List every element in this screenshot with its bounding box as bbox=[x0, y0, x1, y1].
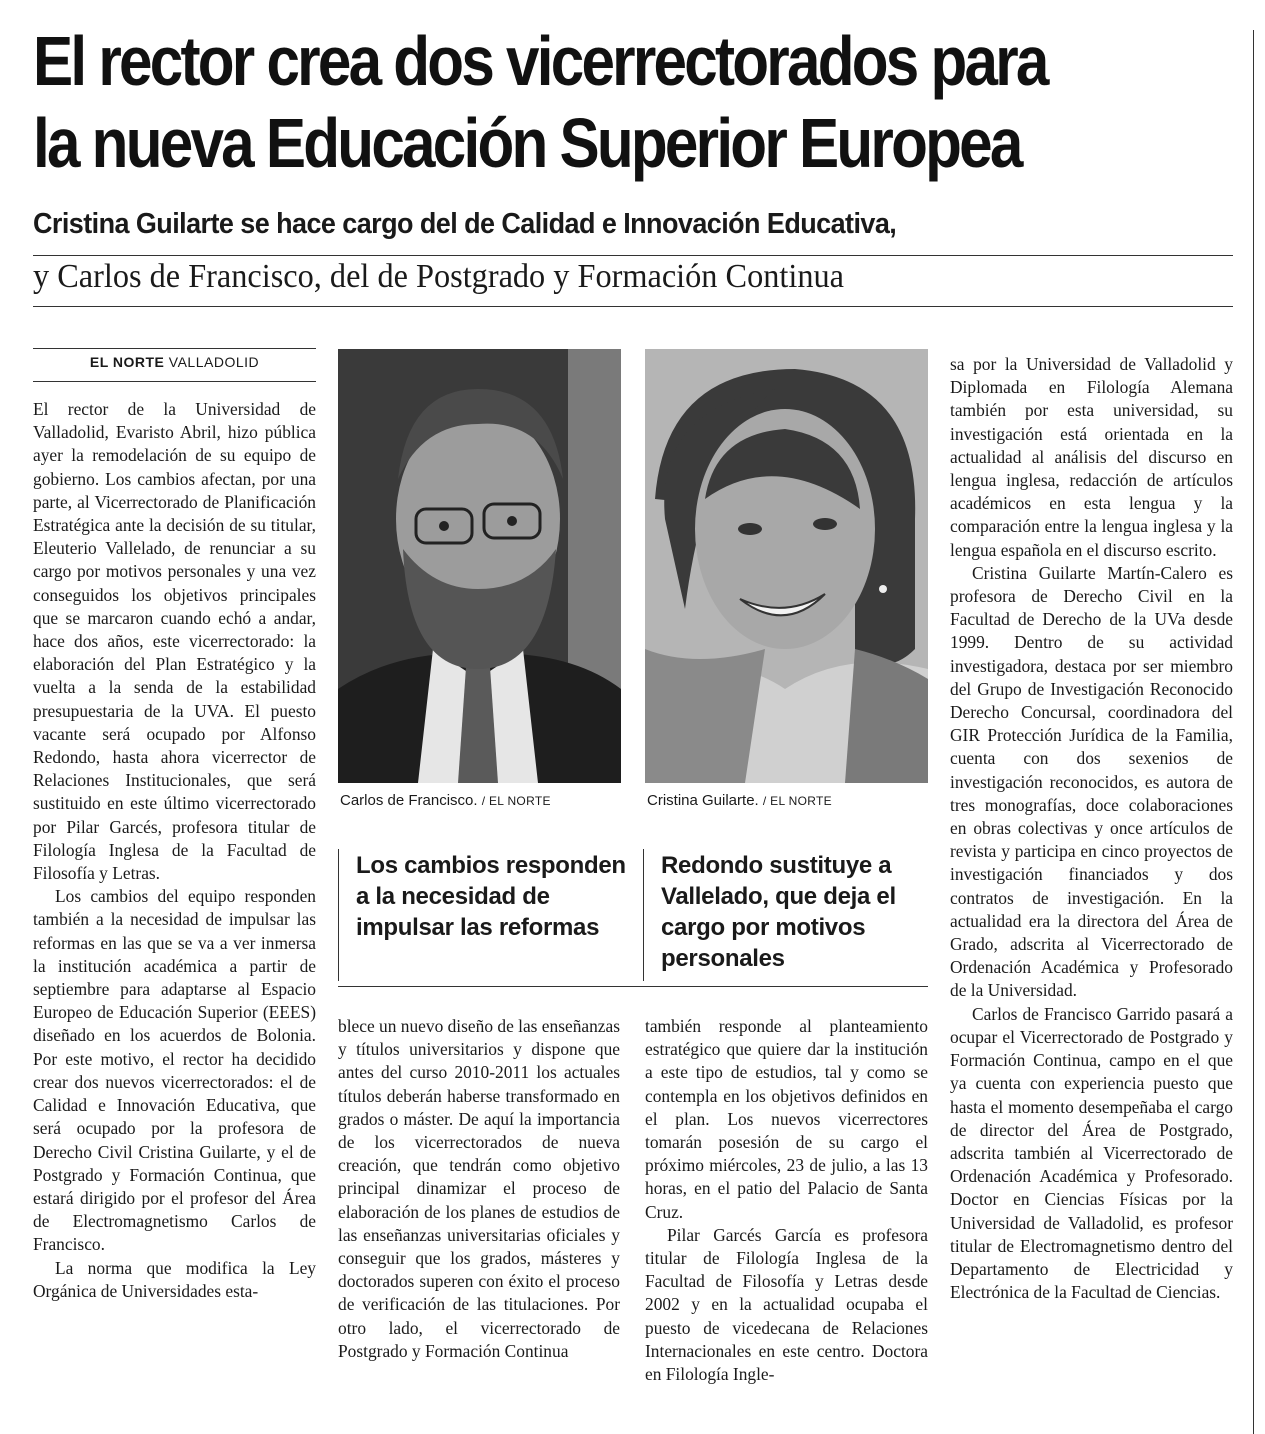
pullquote-rule-middle bbox=[643, 849, 644, 981]
paragraph: también responde al planteamiento estratégico que quiere dar la institución a este tipo de estudios, tal y como se contempla en los objetivos definidos en el plan. Los nuevos vicerrectores tomarán posesión de su cargo el próximo miércoles, 23 de julio, a las 13 horas, en el patio del Palacio de Santa Cruz. bbox=[645, 1016, 928, 1222]
paragraph: El rector de la Universidad de Valladolid, Evaristo Abril, hizo pública ayer la remodelación de su equipo de gobierno. Los cambios afectan, por una parte, al Vicerrectorado de Planificación Estratégica ante la decisión de su titular, Eleuterio Vallelado, de renunciar a su cargo por motivos personales y una vez conseguidos los objetivos principales que se marcaron cuando echó a andar, hace dos años, este vicerrectorado: la elaboración del Plan Estratégico y la vuelta a la senda de la estabilidad presupuestaria de la UVA. El puesto vacante será ocupado por Alfonso Redondo, hasta ahora vicerrector de Relaciones Institucionales, que será sustituido en este último vicerrectorado por Pilar Garcés, profesora titular de Filología Inglesa de la Facultad de Filosofía y Letras. bbox=[33, 399, 316, 884]
portrait-woman-photo bbox=[645, 349, 928, 783]
byline-rule-bottom bbox=[33, 381, 316, 382]
subheadline-line-2: y Carlos de Francisco, del de Postgrado y Formación Continua bbox=[33, 258, 844, 295]
photo-credit: / EL NORTE bbox=[481, 794, 551, 808]
headline bbox=[33, 20, 1065, 184]
portrait-woman-illustration bbox=[645, 349, 928, 783]
photo-caption-1 bbox=[340, 792, 551, 809]
page-edge-rule bbox=[1253, 30, 1254, 1434]
pullquote-rule-left bbox=[338, 849, 339, 981]
caption-text: Carlos de Francisco. bbox=[340, 792, 478, 809]
paragraph: La norma que modifica la Ley Orgánica de Universidades esta- bbox=[33, 1257, 316, 1301]
caption-text: Cristina Guilarte. bbox=[647, 792, 759, 809]
divider bbox=[33, 306, 1233, 307]
article-column-1 bbox=[33, 398, 316, 1303]
paragraph: Carlos de Francisco Garrido pasará a ocupar el Vicerrectorado de Postgrado y Formación Continua, campo en el que ya cuenta con experiencia puesto que hasta el momento desempeñaba el cargo de director del Área de Postgrado, adscrita también al Vicerrectorado de Ordenación Académica y Profesorado. Doctor en Ciencias Físicas por la Universidad de Valladolid, es profesor titular de Electromagnetismo dentro del Departamento de Electricidad y Electrónica de la Facultad de Ciencias. bbox=[950, 1003, 1233, 1303]
headline-line-1: El rector crea dos vicerrectorados para bbox=[33, 22, 1047, 100]
divider bbox=[33, 255, 1233, 256]
byline-rule-top bbox=[33, 348, 316, 349]
byline-city: VALLADOLID bbox=[168, 354, 260, 370]
article-column-2 bbox=[338, 1015, 620, 1363]
article-column-3 bbox=[645, 1015, 928, 1386]
paragraph: Los cambios del equipo responden también a la necesidad de impulsar las reformas en las que se va a ver inmersa la institución académica a partir de septiembre para adaptarse al Espacio Europeo de Educación Superior (EEES) diseñado en los acuerdos de Bolonia. Por este motivo, el rector ha decidido crear dos nuevos vicerrectorados: el de Calidad e Innovación Educativa, que será ocupado por la profesora de Derecho Civil Cristina Guilarte, y el de Postgrado y Formación Continua, que estará dirigido por el profesor del Área de Electromagnetismo Carlos de Francisco. bbox=[33, 886, 316, 1255]
byline-outlet: EL NORTE bbox=[89, 354, 165, 370]
photo-credit: / EL NORTE bbox=[762, 794, 832, 808]
portrait-man-photo bbox=[338, 349, 621, 783]
headline-line-2: la nueva Educación Superior Europea bbox=[33, 104, 1021, 182]
pullquote-rule-bottom bbox=[338, 986, 928, 987]
article-column-4 bbox=[950, 353, 1233, 1304]
portrait-man-illustration bbox=[338, 349, 621, 783]
subheadline-line-1: Cristina Guilarte se hace cargo del de Calidad e Innovación Educativa, bbox=[33, 208, 897, 240]
paragraph: blece un nuevo diseño de las enseñanzas y títulos universitarios y dispone que antes del curso 2010-2011 los actuales títulos deberán haberse transformado en grados o máster. De aquí la importancia de los vicerrectorados de nueva creación, que tendrán como objetivo principal dinamizar el proceso de elaboración de los planes de estudios de las enseñanzas universitarias oficiales y conseguir que los grados, másteres y doctorados superen con éxito el proceso de verificación de las titulaciones. Por otro lado, el vicerrectorado de Postgrado y Formación Continua bbox=[338, 1016, 621, 1361]
paragraph: Cristina Guilarte Martín-Calero es profesora de Derecho Civil en la Facultad de Derecho de la UVa desde 1999. Dentro de su actividad investigadora, destaca por ser miembro del Grupo de Investigación Reconocido Derecho Concursal, coordinadora del GIR Protección Jurídica de la Familia, cuenta con dos sexenios de investigación reconocidos, es autora de tres monografías, doce colaboraciones en obras colectivas y once artículos de revista y participa en cinco proyectos de investigación financiados y dos contratos de investigación. En la actualidad era la directora del Área de Grado, adscrita al Vicerrectorado de Ordenación Académica y Profesorado de la Universidad. bbox=[950, 562, 1233, 1001]
byline bbox=[33, 354, 316, 370]
paragraph: sa por la Universidad de Valladolid y Diplomada en Filología Alemana también por esta universidad, su investigación está orientada en la actualidad al análisis del discurso en lengua inglesa, redacción de artículos académicos en esta lengua y la comparación entre la lengua inglesa y la lengua española en el discurso escrito. bbox=[950, 354, 1233, 560]
pullquote-1: Los cambios responden a la necesidad de impulsar las reformas bbox=[356, 852, 626, 941]
pullquote-2: Redondo sustituye a Vallelado, que deja el cargo por motivos personales bbox=[661, 852, 896, 972]
photo-caption-2 bbox=[647, 792, 832, 809]
paragraph: Pilar Garcés García es profesora titular de Filología Inglesa de la Facultad de Filosofía y Letras desde 2002 y en la actualidad ocupaba el puesto de vicedecana de Relaciones Internacionales en este centro. Doctora en Filología Ingle- bbox=[645, 1224, 928, 1385]
